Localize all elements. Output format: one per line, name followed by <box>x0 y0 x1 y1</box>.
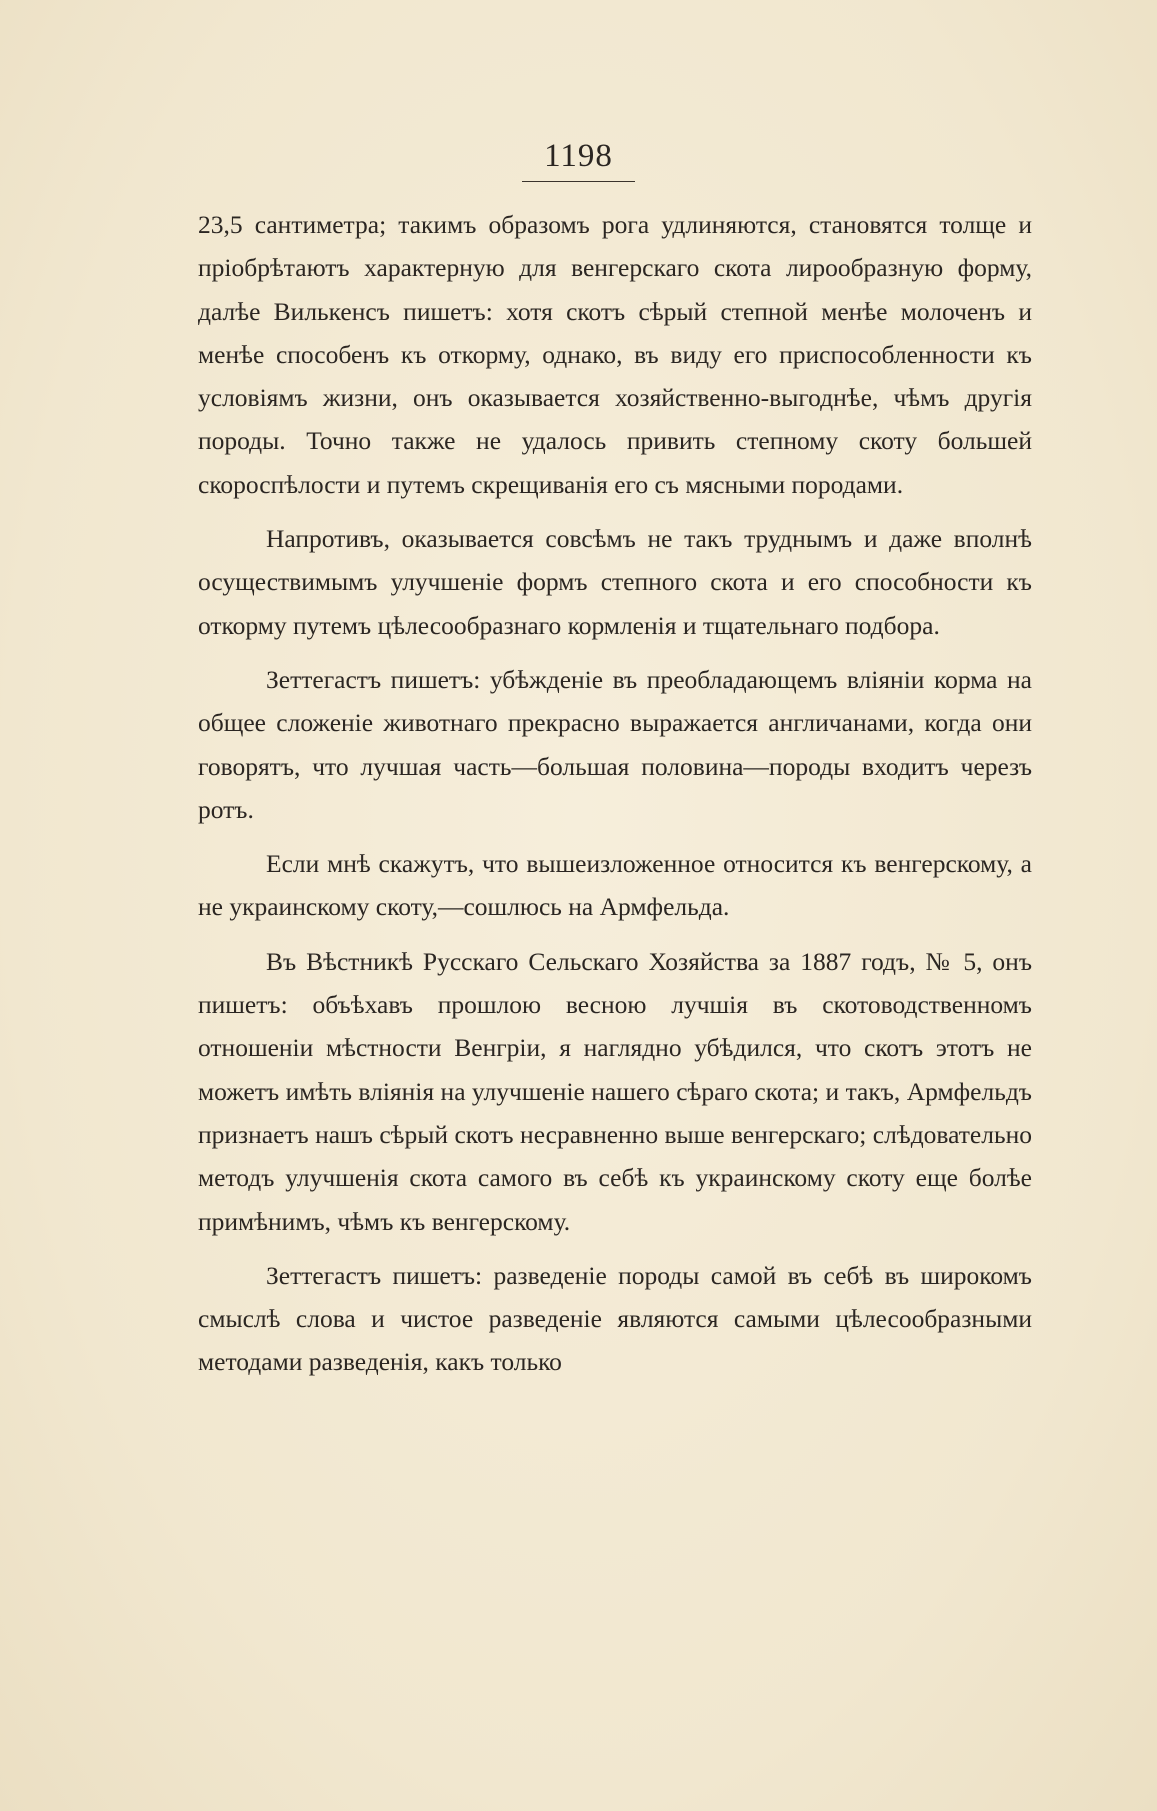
paragraph-continuation: 23,5 сантиметра; такимъ образомъ рога удлиняются, становятся толще и пріобрѣтаютъ характерную для венгерскаго скота лирообразную форму, далѣе Вилькенсъ пишетъ: хотя скотъ сѣрый степной менѣе молоченъ и менѣе способенъ къ откорму, однако, въ виду его приспособленности къ условіямъ жизни, онъ оказывается хозяйственно-выгоднѣе, чѣмъ другія породы. Точно также не удалось привить степному скоту большей скороспѣлости и путемъ скрещиванія его съ мясными породами. <box>198 210 1032 499</box>
paragraph: Зеттегастъ пишетъ: убѣжденіе въ преобладающемъ вліяніи корма на общее сложеніе животнаго прекрасно выражается англичанами, когда они говорятъ, что лучшая часть—большая половина—породы входитъ черезъ ротъ. <box>198 664 1032 824</box>
paragraph: Если мнѣ скажутъ, что вышеизложенное относится къ венгерскому, а не украинскому скоту,—сошлюсь на Армфельда. <box>198 849 1032 922</box>
body-text <box>198 203 1032 1384</box>
page-header <box>0 138 1157 182</box>
paragraph: Зеттегастъ пишетъ: разведеніе породы самой въ себѣ въ широкомъ смыслѣ слова и чистое разведеніе являются самыми цѣлесообразными методами разведенія, какъ только <box>198 1260 1032 1377</box>
paragraph: Въ Вѣстникѣ Русскаго Сельскаго Хозяйства за 1887 годъ, № 5, онъ пишетъ: объѣхавъ прошлою весною лучшія въ скотоводственномъ отношеніи мѣстности Венгріи, я наглядно убѣдился, что скотъ этотъ не можетъ имѣть вліянія на улучшеніе нашего сѣраго скота; и такъ, Армфельдъ признаетъ нашъ сѣрый скотъ несравненно выше венгерскаго; слѣдовательно методъ улучшенія скота самого въ себѣ къ украинскому скоту еще болѣе примѣнимъ, чѣмъ къ венгерскому. <box>198 946 1032 1236</box>
page-number: 1198 <box>522 138 635 182</box>
paragraph: Напротивъ, оказывается совсѣмъ не такъ труднымъ и даже вполнѣ осуществимымъ улучшеніе формъ степного скота и его способности къ откорму путемъ цѣлесообразнаго кормленія и тщательнаго подбора. <box>198 524 1032 640</box>
